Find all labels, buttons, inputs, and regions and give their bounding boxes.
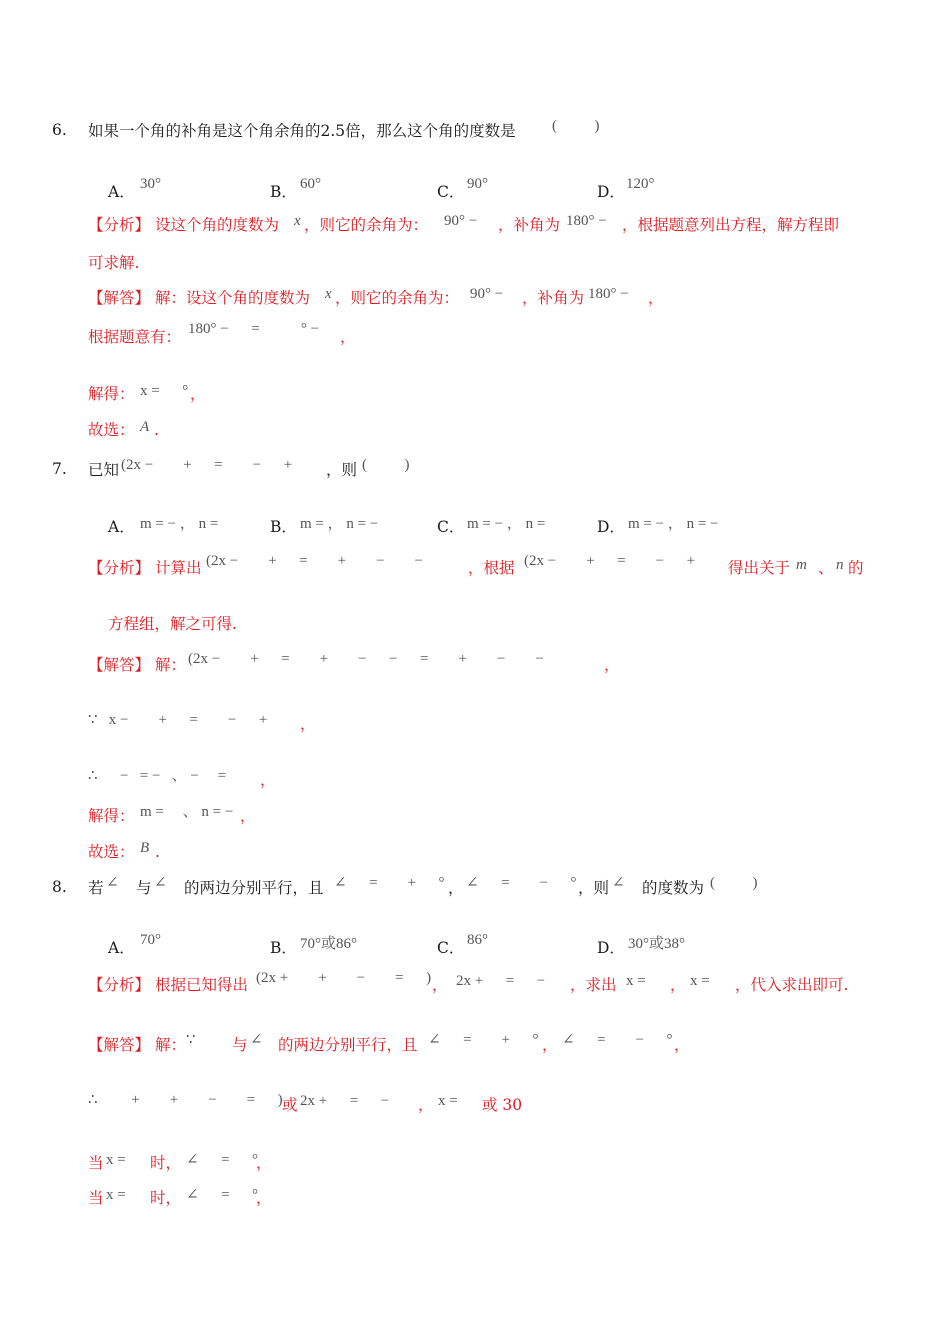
math-expr: ∴ − = − 、 − = xyxy=(88,768,227,784)
solution-text: 故选： xyxy=(88,843,135,861)
option-label: B． xyxy=(270,939,297,957)
question-stem: 的两边分别平行，且 xyxy=(184,879,324,897)
option-label: C． xyxy=(437,518,465,536)
because-icon: ∵ xyxy=(186,1032,196,1048)
option-label: D． xyxy=(597,939,625,957)
analysis-text: ， xyxy=(432,976,448,994)
answer-paren: ( ) xyxy=(710,875,758,891)
option-value: 60° xyxy=(300,176,321,192)
answer-paren: ( ) xyxy=(552,118,600,134)
option-label: B． xyxy=(270,183,297,201)
analysis-text: 的 xyxy=(848,559,864,577)
option-value: m = − ， n = xyxy=(140,516,219,532)
option-value: 86° xyxy=(467,932,488,948)
math-x: x xyxy=(325,286,332,302)
option-label: A． xyxy=(108,183,135,201)
math-expr: 180° − xyxy=(566,213,607,229)
solution-text: 故选： xyxy=(88,421,135,439)
math-expr: ∠ = + ° xyxy=(334,875,445,891)
question-stem: ，则 xyxy=(578,879,610,897)
analysis-tag: 【分析】 xyxy=(88,976,151,994)
math-expr: x = xyxy=(106,1187,126,1203)
question-number: 6. xyxy=(52,121,67,139)
angle-icon: ∠ xyxy=(250,1032,263,1048)
math-expr: (2x − + = + − − = + − − xyxy=(188,651,544,667)
math-expr: x = xyxy=(690,973,710,989)
angle-icon: ∠ xyxy=(106,875,119,891)
analysis-text: ， xyxy=(670,976,686,994)
option-label: B． xyxy=(270,518,297,536)
math-expr: n xyxy=(836,557,844,573)
question-stem: 已知 xyxy=(88,461,120,479)
angle-icon: ∠ xyxy=(154,875,167,891)
analysis-tag: 【分析】 xyxy=(88,559,151,577)
solution-text: 的两边分别平行，且 xyxy=(278,1036,418,1054)
option-label: C． xyxy=(437,939,465,957)
solution-text: ，补角为 xyxy=(522,289,585,307)
analysis-text: 、 xyxy=(818,559,834,577)
option-value: 70° xyxy=(140,932,161,948)
math-expr: ∴ + + − = ) xyxy=(88,1092,283,1108)
math-expr: x = xyxy=(626,973,646,989)
question-stem: 若 xyxy=(88,879,104,897)
analysis-text: ，则它的余角为： xyxy=(304,216,429,234)
solution-tag: 【解答】 xyxy=(88,289,151,307)
question-stem: 与 xyxy=(136,879,152,897)
solution-text: 与 xyxy=(232,1036,248,1054)
analysis-text: 得出关于 xyxy=(728,559,791,577)
math-expr: ∠ = − ° xyxy=(562,1032,673,1048)
math-x: x xyxy=(294,213,301,229)
option-label: C． xyxy=(437,183,465,201)
solution-text: ， xyxy=(240,807,256,825)
solution-text: ， xyxy=(542,1036,558,1054)
option-value: 120° xyxy=(626,176,655,192)
solution-text: ， xyxy=(648,289,664,307)
analysis-text: 根据已知得出 xyxy=(155,976,249,994)
question-number: 7. xyxy=(52,460,67,478)
option-value: 70°或86° xyxy=(300,936,357,952)
solution-text: 或 30 xyxy=(482,1096,523,1114)
solution-text: ， xyxy=(604,656,620,674)
math-expr: ∠ = ° xyxy=(186,1187,259,1203)
math-expr: m xyxy=(796,557,807,573)
math-expr: (2x − + = + − − xyxy=(206,553,424,569)
solution-tag: 【解答】 xyxy=(88,656,151,674)
math-expr: 180° − xyxy=(588,286,629,302)
analysis-text: 计算出 xyxy=(155,559,202,577)
question-stem: ， xyxy=(448,879,464,897)
question-stem: 如果一个角的补角是这个角余角的2.5倍，那么这个角的度数是 xyxy=(88,122,516,140)
math-expr: (2x − + = − + xyxy=(524,553,696,569)
question-stem: ，则 xyxy=(326,461,358,479)
math-expr: ∠ = ° xyxy=(186,1152,259,1168)
solution-text: 当 xyxy=(88,1189,104,1207)
solution-text: . xyxy=(154,421,159,439)
option-label: D． xyxy=(597,518,625,536)
analysis-tag: 【分析】 xyxy=(88,216,151,234)
math-expr: B xyxy=(140,840,150,856)
option-value: m = − ， n = − xyxy=(628,516,719,532)
question-number: 8. xyxy=(52,878,67,896)
math-expr: (2x + + − = ) xyxy=(256,970,432,986)
math-expr: m = 、 n = − xyxy=(140,804,234,820)
analysis-text: ，根据 xyxy=(468,559,515,577)
solution-tag: 【解答】 xyxy=(88,1036,151,1054)
option-label: A． xyxy=(108,518,135,536)
analysis-text: ，补角为 xyxy=(498,216,561,234)
solution-text: 根据题意有： xyxy=(88,328,182,346)
math-expr: ∠ = + ° xyxy=(428,1032,539,1048)
solution-text: ， xyxy=(256,1154,272,1172)
solution-text: 解： xyxy=(155,656,187,674)
math-expr: 180° − = ° − xyxy=(188,321,320,337)
solution-text: 或 xyxy=(282,1096,298,1114)
analysis-text: ，代入求出即可. xyxy=(735,976,849,994)
math-expr: x = xyxy=(106,1152,126,1168)
solution-text: 时， xyxy=(150,1189,182,1207)
solution-text: . xyxy=(155,843,160,861)
solution-text: ， xyxy=(340,328,356,346)
solution-text: 解： xyxy=(155,1036,187,1054)
solution-text: ， xyxy=(190,385,206,403)
math-expr: A xyxy=(140,419,150,435)
option-value: 30°或38° xyxy=(628,936,685,952)
option-value: m = ， n = − xyxy=(300,516,379,532)
math-expr: x = xyxy=(438,1093,458,1109)
analysis-text: 可求解. xyxy=(88,254,140,272)
math-expr: (2x − + = − + xyxy=(121,457,293,473)
solution-text: ， xyxy=(260,771,276,789)
math-expr: ∠ = − ° xyxy=(466,875,577,891)
option-value: 90° xyxy=(467,176,488,192)
answer-paren: ( ) xyxy=(362,457,410,473)
option-value: 30° xyxy=(140,176,161,192)
solution-text: ， xyxy=(418,1096,434,1114)
math-expr: 2x + = − xyxy=(300,1093,390,1109)
option-label: A． xyxy=(108,939,135,957)
analysis-text: ，根据题意列出方程，解方程即 xyxy=(622,216,840,234)
math-expr: 2x + = − xyxy=(456,973,546,989)
option-label: D． xyxy=(597,183,625,201)
math-expr: ∵ x − + = − + xyxy=(88,712,268,728)
solution-text: 时， xyxy=(150,1154,182,1172)
angle-icon: ∠ xyxy=(612,875,625,891)
math-expr: 90° − xyxy=(470,286,504,302)
analysis-text: ，求出 xyxy=(570,976,617,994)
math-expr: 90° − xyxy=(444,213,478,229)
solution-text: 解：设这个角的度数为 xyxy=(155,289,311,307)
solution-text: ， xyxy=(300,715,316,733)
solution-text: 解得： xyxy=(88,385,135,403)
analysis-text: 方程组，解之可得. xyxy=(108,615,237,633)
solution-text: ， xyxy=(674,1036,690,1054)
solution-text: 当 xyxy=(88,1154,104,1172)
solution-text: 解得： xyxy=(88,807,135,825)
math-expr: x = ° xyxy=(140,383,189,399)
solution-text: ， xyxy=(256,1189,272,1207)
question-stem: 的度数为 xyxy=(642,879,705,897)
solution-text: ，则它的余角为： xyxy=(335,289,460,307)
option-value: m = − ， n = xyxy=(467,516,546,532)
analysis-text: 设这个角的度数为 xyxy=(155,216,280,234)
